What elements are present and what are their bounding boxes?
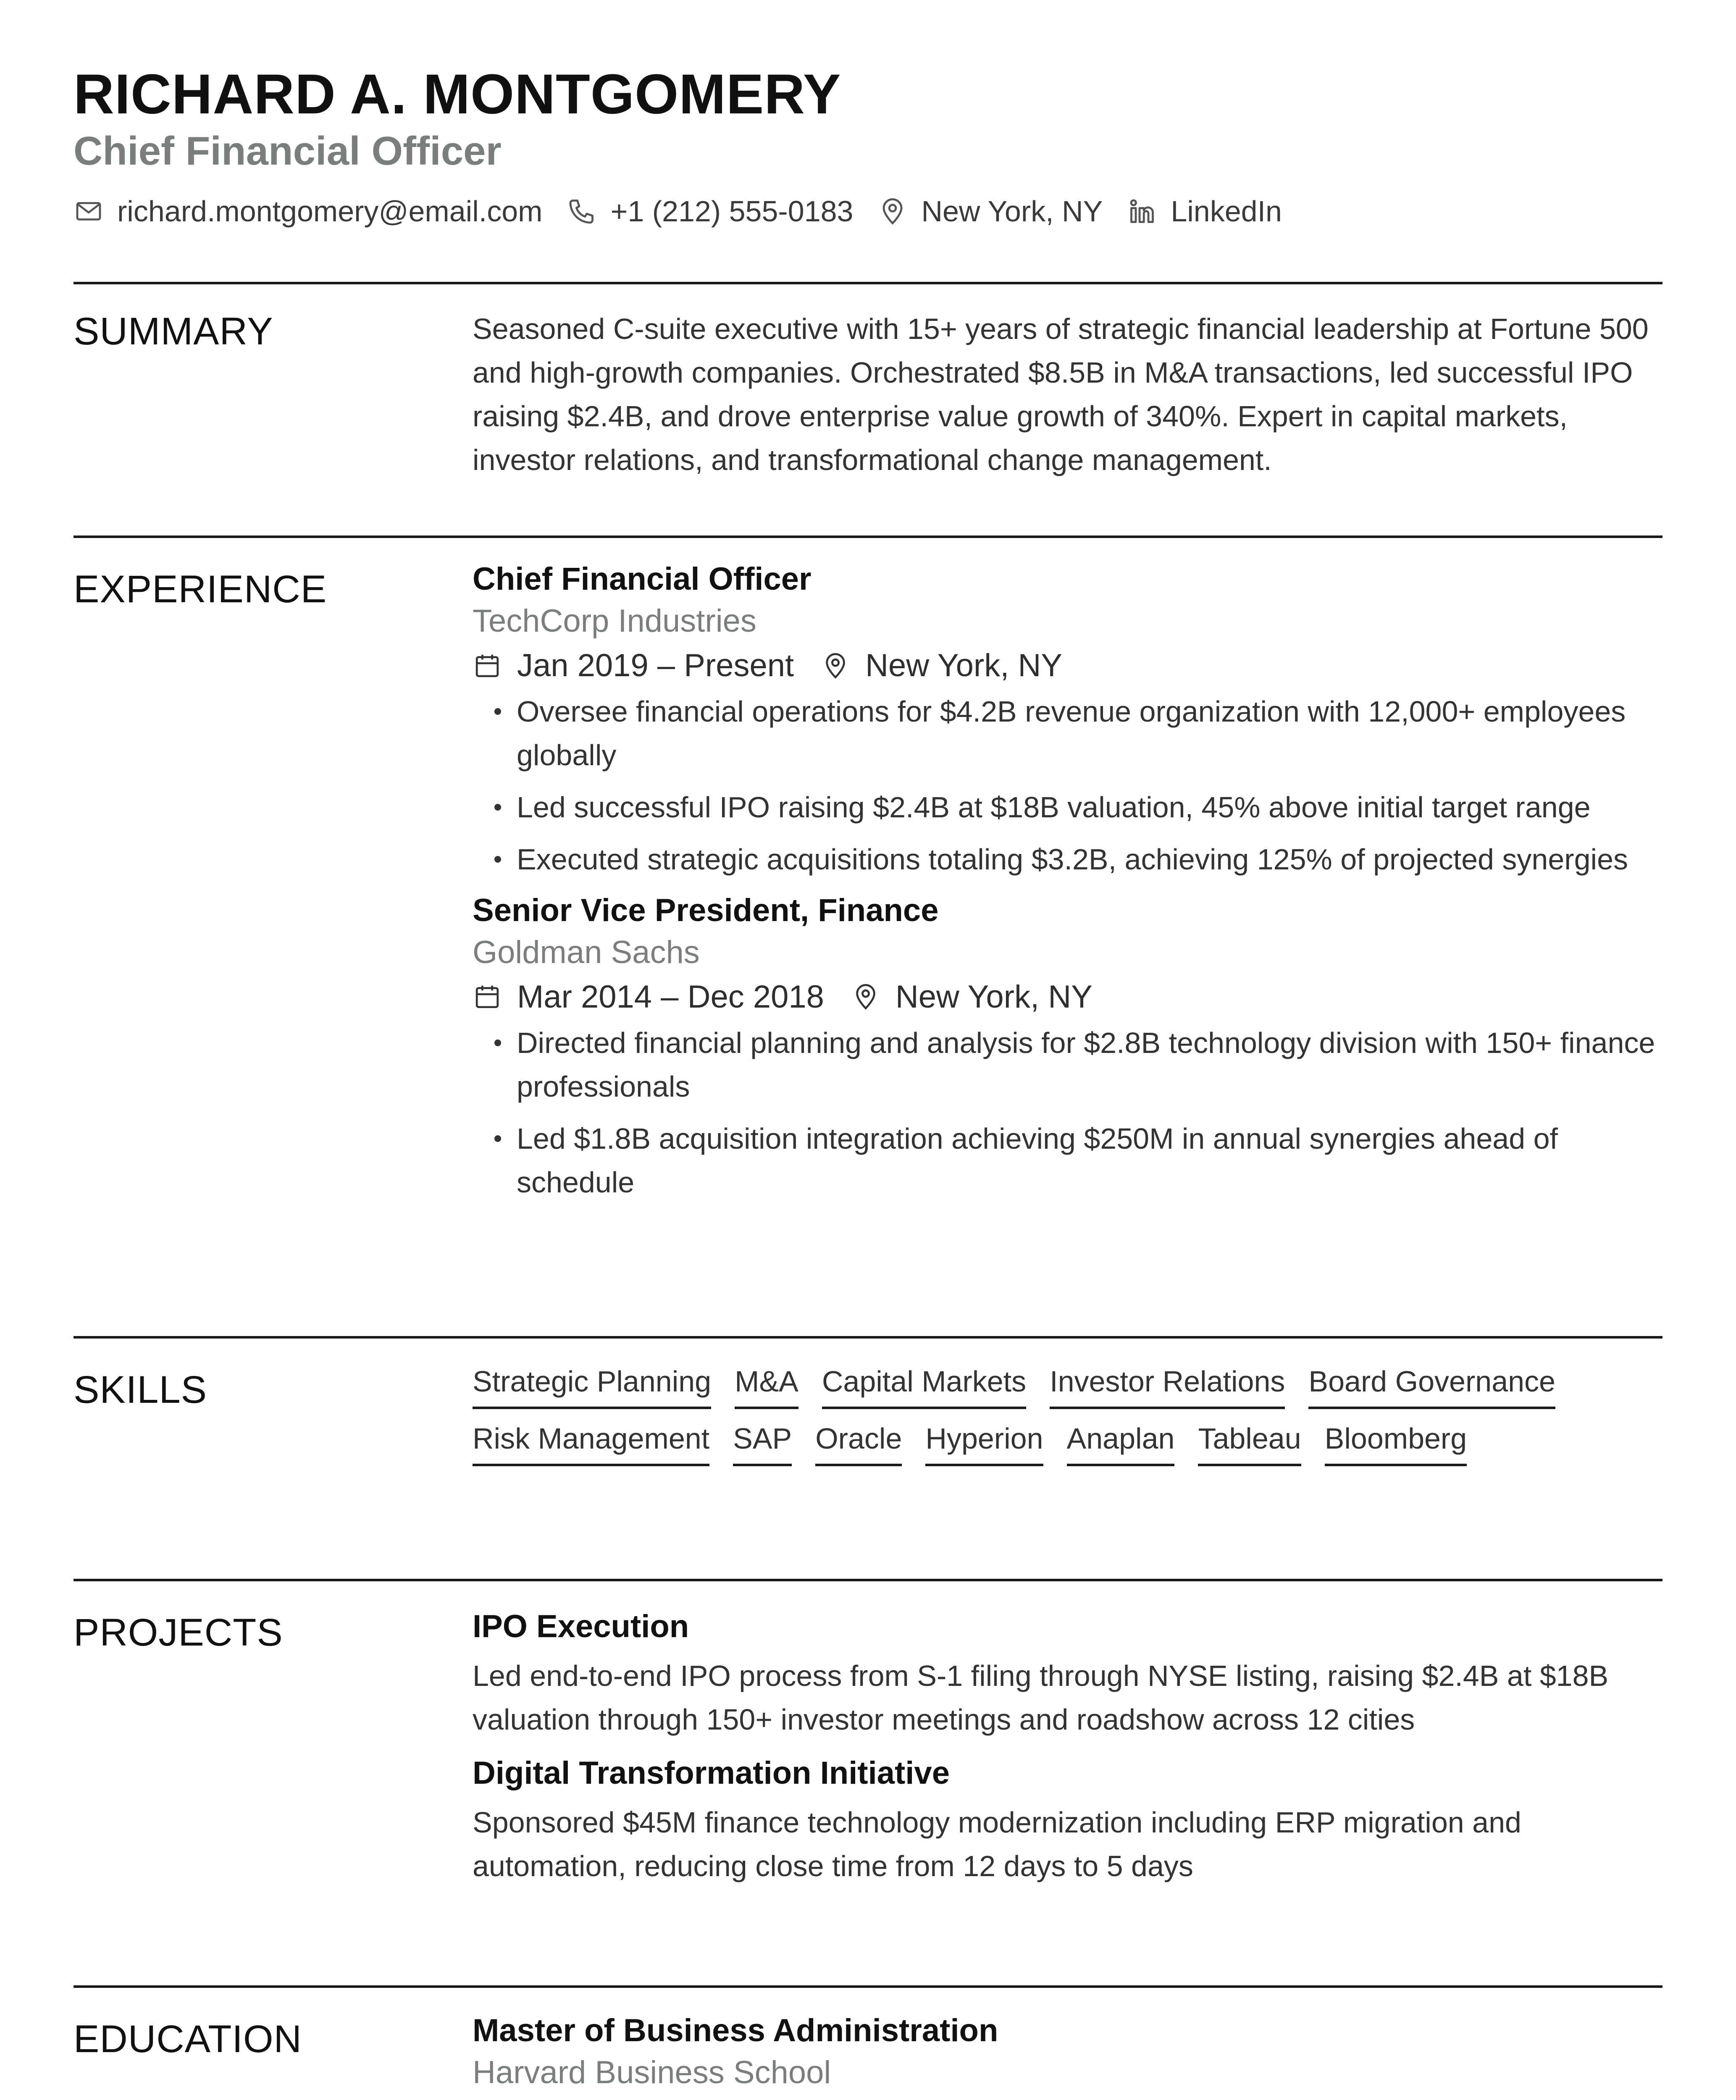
summary-section [74, 282, 1662, 536]
job-meta [473, 647, 1662, 684]
email-text: richard.montgomery@email.com [117, 195, 543, 228]
contact-bar [74, 194, 1662, 228]
calendar-icon [473, 651, 502, 680]
job-meta [473, 979, 1662, 1015]
list-item: Oversee financial operations for $4.2B revenue organization with 12,000+ employees globally [473, 690, 1662, 777]
experience-section [74, 536, 1662, 1336]
skill-tag: Tableau [1198, 1421, 1301, 1466]
project-title: Digital Transformation Initiative [473, 1755, 950, 1791]
projects-heading: PROJECTS [74, 1611, 283, 1654]
candidate-name: RICHARD A. MONTGOMERY [74, 63, 841, 126]
job-role: Senior Vice President, Finance [473, 892, 939, 929]
summary-heading: SUMMARY [74, 310, 273, 353]
education-entry [473, 2011, 1662, 2100]
skills-heading: SKILLS [74, 1368, 207, 1412]
projects-section [74, 1579, 1662, 1985]
linkedin-icon [1127, 196, 1157, 226]
skill-tag: Risk Management [473, 1421, 709, 1466]
skills-section [74, 1336, 1662, 1579]
job-entry [473, 559, 1662, 881]
project-description: Led end-to-end IPO process from S-1 filing through NYSE listing, raising $2.4B at $18B valuation through 150+ investor meetings and roadshow across 12 cities [473, 1659, 1609, 1736]
job-location: New York, NY [895, 979, 1093, 1015]
job-company: Goldman Sachs [473, 934, 700, 971]
summary-text: Seasoned C-suite executive with 15+ years of strategic financial leadership at Fortune 500 and high-growth companies. Orchestrated $8.5B in M&A transactions, led successful IPO raising $2.4B, and drove enterprise value growth of 340%. Expert in capital markets, investor relations, and transformational change management. [473, 312, 1649, 477]
skill-tag: Oracle [815, 1421, 902, 1466]
contact-location [877, 194, 1103, 228]
contact-linkedin[interactable] [1127, 194, 1282, 228]
education-section [74, 1985, 1662, 2100]
job-bullets [473, 1021, 1662, 1204]
degree-title: Master of Business Administration [473, 2013, 998, 2049]
contact-phone[interactable] [567, 194, 853, 228]
project-entry [473, 1606, 1662, 1741]
contact-email[interactable] [74, 194, 542, 228]
location-icon [821, 651, 850, 680]
job-role: Chief Financial Officer [473, 561, 812, 597]
education-heading: EDUCATION [74, 2018, 302, 2061]
job-entry [473, 890, 1662, 1204]
experience-heading: EXPERIENCE [74, 568, 327, 611]
project-description: Sponsored $45M finance technology modernization including ERP migration and automation, reducing close time from 12 days to 5 days [473, 1806, 1521, 1883]
job-dates: Mar 2014 – Dec 2018 [517, 979, 824, 1015]
skill-tag: Investor Relations [1050, 1364, 1285, 1409]
job-location: New York, NY [865, 648, 1063, 684]
skills-list [473, 1364, 1662, 1478]
skill-tag: Strategic Planning [473, 1364, 711, 1409]
project-entry [473, 1753, 1662, 1888]
skill-tag: Bloomberg [1325, 1421, 1467, 1466]
linkedin-text: LinkedIn [1171, 195, 1282, 228]
skill-tag: Capital Markets [822, 1364, 1026, 1409]
job-dates: Jan 2019 – Present [517, 648, 794, 684]
location-icon [877, 196, 908, 226]
location-text: New York, NY [921, 195, 1103, 228]
location-icon [851, 982, 880, 1011]
list-item: Directed financial planning and analysis for $2.8B technology division with 150+ finance professionals [473, 1021, 1662, 1108]
mail-icon [74, 196, 104, 226]
skill-tag: SAP [733, 1421, 792, 1466]
skill-tag: M&A [735, 1364, 798, 1409]
skill-tag: Anaplan [1067, 1421, 1175, 1466]
phone-icon [567, 196, 597, 226]
list-item: Executed strategic acquisitions totaling $3.2B, achieving 125% of projected synergies [473, 837, 1662, 881]
job-company: TechCorp Industries [473, 603, 756, 639]
list-item: Led $1.8B acquisition integration achieving $250M in annual synergies ahead of schedule [473, 1117, 1662, 1204]
skill-tag: Board Governance [1308, 1364, 1555, 1409]
calendar-icon [473, 982, 502, 1011]
candidate-title: Chief Financial Officer [74, 129, 502, 174]
project-title: IPO Execution [473, 1609, 689, 1645]
job-bullets [473, 690, 1662, 881]
skill-tag: Hyperion [925, 1421, 1043, 1466]
phone-text: +1 (212) 555-0183 [610, 195, 854, 228]
school-name: Harvard Business School [473, 2055, 831, 2091]
list-item: Led successful IPO raising $2.4B at $18B valuation, 45% above initial target range [473, 785, 1662, 829]
